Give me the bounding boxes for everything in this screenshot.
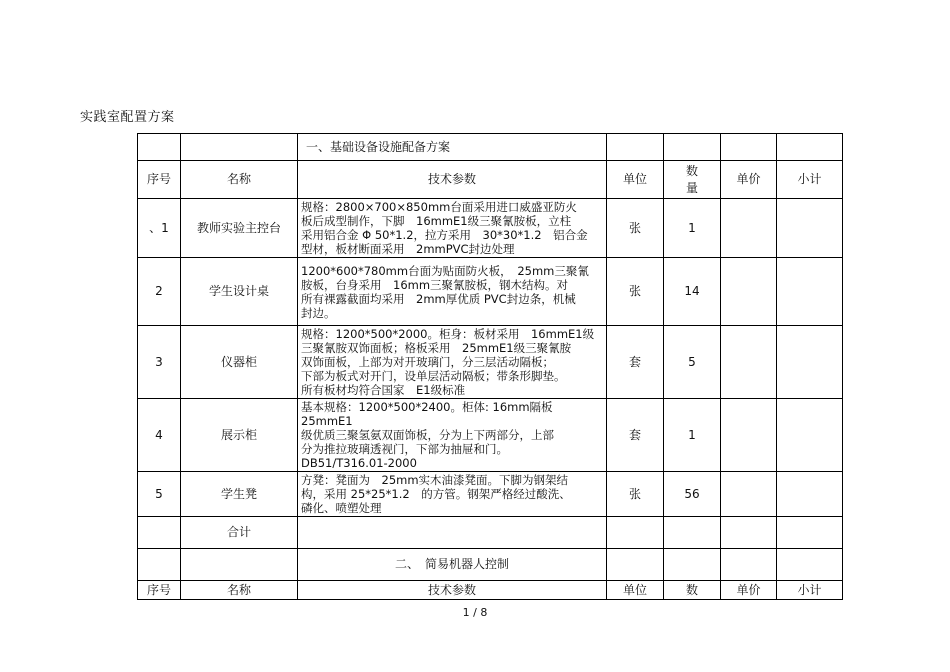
table-row: [138, 399, 843, 472]
header-unit: 单位: [607, 581, 664, 600]
header-unit: 单位: [607, 161, 664, 199]
header-price: 单价: [721, 581, 777, 600]
table-row: [138, 472, 843, 517]
section-2-header-row: [138, 581, 843, 600]
table-row: [138, 258, 843, 326]
row-params: 1200*600*780mm台面为贴面防火板， 25mm三聚氰 胺板，台身采用 16mm三聚氰胺板，钢木结构。对 所有裸露截面均采用 2mm厚优质 PVC封边条，机械 封边。: [298, 258, 607, 326]
row-price: [721, 326, 777, 399]
equipment-table: [137, 133, 843, 600]
row-price: [721, 258, 777, 326]
total-label: 合计: [181, 517, 298, 549]
row-name: 学生凳: [181, 472, 298, 517]
row-index: 2: [138, 258, 181, 326]
row-index: 3: [138, 326, 181, 399]
header-params: 技术参数: [298, 581, 607, 600]
row-price: [721, 199, 777, 258]
table-header-row: [138, 161, 843, 199]
header-index: 序号: [138, 581, 181, 600]
document-title: 实践室配置方案: [80, 110, 175, 125]
row-index: 5: [138, 472, 181, 517]
row-unit: 张: [607, 472, 664, 517]
row-subtotal: [777, 399, 843, 472]
header-qty: 数: [664, 581, 721, 600]
page-number: 1 / 8: [462, 606, 488, 619]
header-params: 技术参数: [298, 161, 607, 199]
row-subtotal: [777, 326, 843, 399]
row-name: 展示柜: [181, 399, 298, 472]
header-subtotal: 小计: [777, 581, 843, 600]
header-index: 序号: [138, 161, 181, 199]
header-price: 单价: [721, 161, 777, 199]
row-name: 学生设计桌: [181, 258, 298, 326]
row-index: 、1: [138, 199, 181, 258]
row-name: 教师实验主控台: [181, 199, 298, 258]
row-price: [721, 472, 777, 517]
total-row: [138, 517, 843, 549]
section-2-heading-row: [138, 549, 843, 581]
row-unit: 套: [607, 326, 664, 399]
row-qty: 14: [664, 258, 721, 326]
header-subtotal: 小计: [777, 161, 843, 199]
header-name: 名称: [181, 581, 298, 600]
row-params: 基本规格：1200*500*2400。柜体: 16mm隔板 25mmE1 级优质三聚氢氨双面饰板，分为上下两部分，上部 分为推拉玻璃透视门，下部为抽屉和门。 DB51/T316.01-2000: [298, 399, 607, 472]
row-qty: 1: [664, 199, 721, 258]
row-unit: 张: [607, 258, 664, 326]
row-unit: 套: [607, 399, 664, 472]
header-name: 名称: [181, 161, 298, 199]
row-qty: 5: [664, 326, 721, 399]
row-qty: 56: [664, 472, 721, 517]
table-row: [138, 326, 843, 399]
row-unit: 张: [607, 199, 664, 258]
row-subtotal: [777, 199, 843, 258]
row-price: [721, 399, 777, 472]
header-qty: 数 量: [664, 161, 721, 199]
section-2-heading: 二、 简易机器人控制: [298, 549, 607, 581]
row-subtotal: [777, 258, 843, 326]
section-1-heading-row: [138, 134, 843, 161]
row-params: 规格：1200*500*2000。柜身：板材采用 16mmE1级 三聚氰胺双饰面板；格板采用 25mmE1级三聚氰胺 双饰面板，上部为对开玻璃门，分三层活动隔板； 下部为板式对开门，设单层活动隔板；带条形脚垫。 所有板材均符合国家 E1级标准: [298, 326, 607, 399]
section-1-heading: 一、基础设备设施配备方案: [298, 134, 607, 161]
row-qty: 1: [664, 399, 721, 472]
row-params: 方凳：凳面为 25mm实木油漆凳面。下脚为钢架结 构，采用 25*25*1.2 的方管。钢架严格经过酸洗、 磷化、喷塑处理: [298, 472, 607, 517]
row-index: 4: [138, 399, 181, 472]
table-row: [138, 199, 843, 258]
row-name: 仪器柜: [181, 326, 298, 399]
row-params: 规格：2800×700×850mm台面采用进口威盛亚防火 板后成型制作，下脚 16mmE1级三聚氰胺板，立柱 采用铝合金 Φ 50*1.2，拉方采用 30*30*1.2 铝合金 型材，板材断面采用 2mmPVC封边处理: [298, 199, 607, 258]
row-subtotal: [777, 472, 843, 517]
